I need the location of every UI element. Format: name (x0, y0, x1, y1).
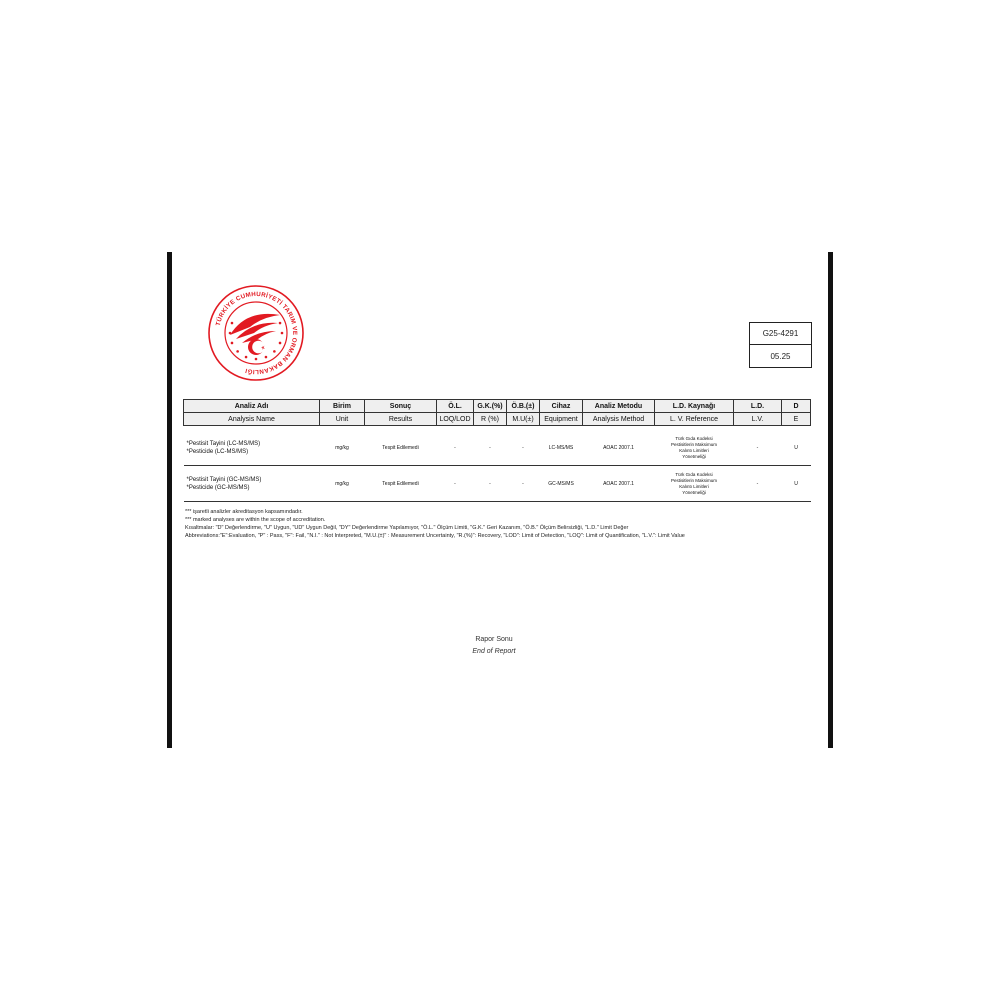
analysis-results-table (183, 399, 811, 502)
header-unit: Birim (320, 400, 365, 413)
header-row-english (184, 413, 811, 426)
header-equipment: Cihaz (540, 400, 583, 413)
result-cell: Tespit Edilemedi (382, 480, 419, 487)
header-reference: L.D. Kaynağı (655, 400, 734, 413)
header-evaluation-en: E (782, 413, 811, 426)
report-date: 05.25 (770, 351, 791, 361)
page-frame-right (828, 252, 833, 748)
unit-cell: mg/kg (335, 444, 349, 451)
loq-cell: - (454, 444, 456, 451)
uncertainty-cell: - (522, 480, 524, 487)
seal-star-icon (273, 350, 276, 353)
accreditation-note-en: *** marked analyses are within the scope of accreditation. (185, 517, 326, 523)
page-frame-left (167, 252, 172, 748)
header-reference-en: L. V. Reference (655, 413, 734, 426)
accreditation-note-tr: *** işaretli analizler akreditasyon kapsamındadır. (185, 509, 303, 515)
seal-star-icon (279, 322, 282, 325)
evaluation-cell: U (794, 444, 798, 451)
header-results-en: Results (365, 413, 437, 426)
header-analysis-name-en: Analysis Name (184, 413, 320, 426)
reference-line: Yönetmeliği (682, 489, 706, 495)
footnotes (185, 508, 685, 540)
header-method: Analiz Metodu (583, 400, 655, 413)
header-recovery-en: R (%) (474, 413, 507, 426)
reference-line: Türk Gıda Kodeksi (675, 435, 713, 441)
equipment-cell: GC-MS/MS (548, 480, 574, 487)
seal-ring-text: TÜRKİYE CUMHURİYETİ TARIM VE ORMAN BAKANLIĞI (214, 290, 299, 376)
seal-star-icon (236, 350, 239, 353)
seal-star-icon (231, 322, 234, 325)
header-results: Sonuç (365, 400, 437, 413)
report-reference-box (749, 322, 812, 368)
abbreviations-en: Abbreviations:"E":Evaluation, "P" : Pass, "F": Fail, "N.I." : Not Interpreted, "M.U.(±)" : Measurement Uncertainty, "R.(%)": Recovery, "LOD": Limit of Detection, "LOQ": Limit of Quantification, "L.V.": Limit Value (185, 533, 685, 539)
evaluation-cell: U (794, 480, 798, 487)
header-row-turkish (184, 400, 811, 413)
reference-line: Kalıntı Limitleri (679, 447, 709, 453)
abbreviations-tr: Kısaltmalar: "D" Değerlendirme, "U" Uygun, "UD" Uygun Değil, "DY" Değerlendirme Yapılamıyor, "Ö.L." Ölçüm Limiti, "G.K." Geri Kazanım, "Ö.B." Ölçüm Belirsizliği, "L.D." Limit Değer (185, 525, 629, 531)
limit-cell: - (756, 480, 759, 487)
header-uncertainty: Ö.B.(±) (507, 400, 540, 413)
header-equipment-en: Equipment (540, 413, 583, 426)
table-row (184, 466, 811, 502)
result-cell: Tespit Edilemedi (382, 444, 419, 451)
header-analysis-name: Analiz Adı (184, 400, 320, 413)
header-evaluation: D (782, 400, 811, 413)
analysis-name-en: *Pesticide (GC-MS/MS) (186, 484, 250, 491)
uncertainty-cell: - (522, 444, 524, 451)
reference-cell (655, 430, 734, 466)
analysis-name-tr: *Pestisit Tayini (LC-MS/MS) (186, 440, 261, 447)
reference-cell (655, 466, 734, 502)
recovery-cell: - (489, 444, 491, 451)
limit-cell: - (756, 444, 759, 451)
seal-star-icon (281, 332, 284, 335)
header-unit-en: Unit (320, 413, 365, 426)
report-code: G25-4291 (750, 323, 811, 345)
seal-star-icon (231, 342, 234, 345)
header-limit-en: L.V. (734, 413, 782, 426)
analysis-name-cell (184, 430, 320, 466)
header-loq-en: LOQ/LOD (437, 413, 474, 426)
header-limit: L.D. (734, 400, 782, 413)
svg-text:TÜRKİYE CUMHURİYETİ TARIM VE O (215, 291, 298, 376)
method-cell: AOAC 2007.1 (603, 480, 634, 487)
reference-line: Türk Gıda Kodeksi (675, 471, 713, 477)
loq-cell: - (454, 480, 456, 487)
analysis-name-en: *Pesticide (LC-MS/MS) (186, 448, 249, 455)
end-of-report-tr: Rapor Sonu (475, 636, 513, 643)
ministry-seal-logo (206, 283, 306, 383)
seal-star-icon (265, 356, 268, 359)
header-recovery: G.K.(%) (474, 400, 507, 413)
unit-cell: mg/kg (335, 480, 349, 487)
reference-line: Yönetmeliği (682, 453, 706, 459)
seal-star-icon (245, 356, 248, 359)
analysis-name-cell (184, 466, 320, 502)
reference-line: Kalıntı Limitleri (679, 483, 709, 489)
equipment-cell: LC-MS/MS (548, 444, 574, 451)
analysis-name-tr: *Pestisit Tayini (GC-MS/MS) (186, 476, 262, 483)
recovery-cell: - (489, 480, 491, 487)
method-cell: AOAC 2007.1 (603, 444, 634, 451)
table-row (184, 430, 811, 466)
end-of-report (440, 634, 548, 658)
seal-star-icon (255, 358, 258, 361)
header-uncertainty-en: M.U(±) (507, 413, 540, 426)
seal-star-icon (279, 342, 282, 345)
header-loq: Ö.L. (437, 400, 474, 413)
end-of-report-en: End of Report (472, 648, 516, 655)
reference-line: Pestisitlerin Maksimum (670, 477, 717, 483)
reference-line: Pestisitlerin Maksimum (670, 441, 717, 447)
header-method-en: Analysis Method (583, 413, 655, 426)
